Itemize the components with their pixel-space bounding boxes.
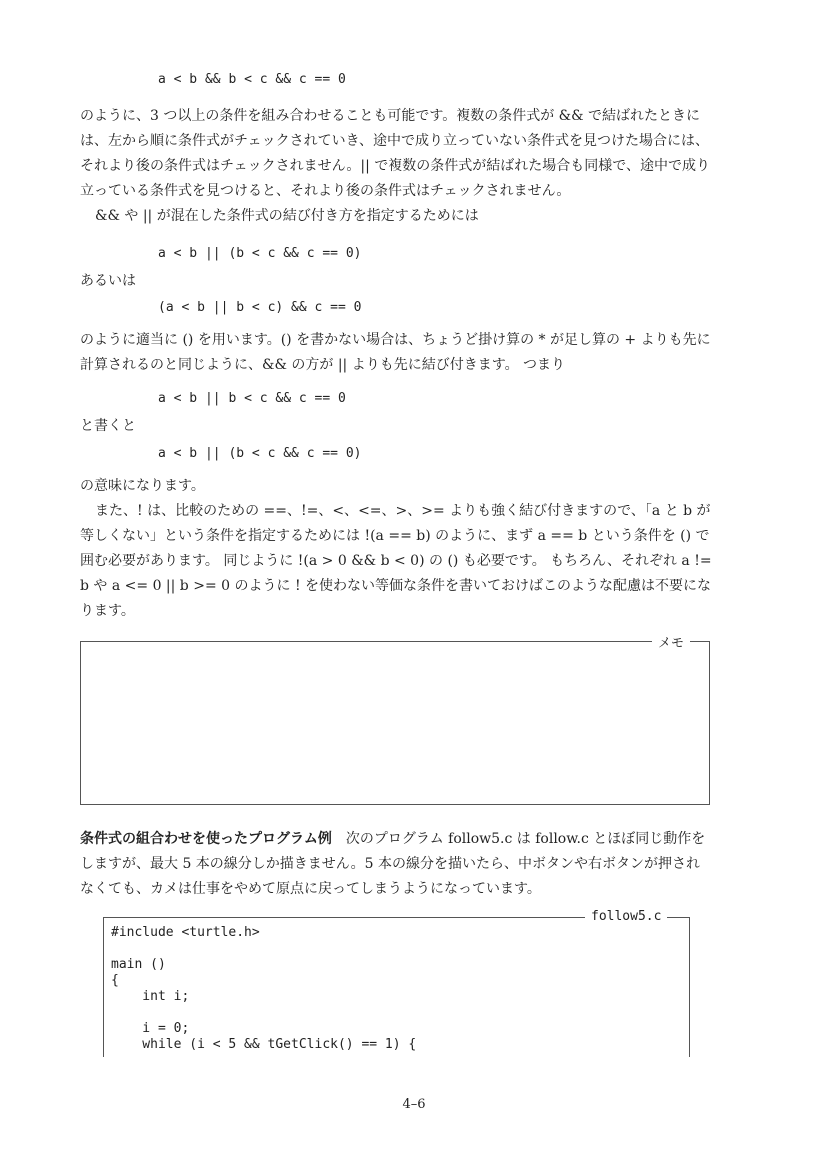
paragraph-text: の意味になります。 (80, 478, 205, 494)
paragraph-text: のように適当に () を用います。() を書かない場合は、ちょうど掛け算の * が足し算の + よりも先に計算されるのと同じように、&& の方が || よりも先に結び付きます。 つまり (80, 332, 711, 373)
paragraph (80, 104, 712, 229)
code-snippet: a < b || (b < c && c == 0) (158, 246, 362, 261)
page-number: 4–6 (402, 1097, 426, 1112)
code-snippet: a < b || (b < c && c == 0) (158, 446, 362, 461)
paragraph (80, 328, 712, 378)
paragraph (80, 474, 712, 624)
paragraph-text: のように、3 つ以上の条件を組み合わせることも可能です。複数の条件式が && で結ばれたときには、左から順に条件式がチェックされていき、途中で成り立っていない条件式を見つけた場合には、それより後の条件式はチェックされません。|| で複数の条件式が結ばれた場合も同様で、途中で成り立っている条件式を見つけると、それより後の条件式はチェックされません。 (80, 108, 711, 199)
code-snippet: a < b && b < c && c == 0 (158, 72, 346, 87)
paragraph-text: 次のプログラム follow5.c は follow.c とほぼ同じ動作をしますが、最大 5 本の線分しか描きません。5 本の線分を描いたら、中ボタンや右ボタンが押されなくても、カメは仕事をやめて原点に戻ってしまうようになっています。 (80, 831, 706, 897)
paragraph (80, 414, 712, 439)
memo-label: メモ (652, 632, 690, 651)
memo-box (80, 641, 710, 805)
paragraph-text: また、! は、比較のための ==、!=、<、<=、>、>= よりも強く結び付きますので、「a と b が等しくない」という条件を指定するためには !(a == b) のように、まず a == b という条件を () で囲む必要があります。 同じように !(a > 0 && b < 0) の () も必要です。 もちろん、それぞれ a != b や a <= 0 || b >= 0 のように ! を使わない等価な条件を書いておけばこのような配慮は不要になります。 (80, 503, 712, 619)
code-snippet: (a < b || b < c) && c == 0 (158, 300, 362, 315)
code-listing-box (103, 917, 690, 1057)
paragraph-text: && や || が混在した条件式の結び付き方を指定するためには (95, 208, 479, 224)
paragraph (80, 269, 712, 294)
section-heading: 条件式の組合わせを使ったプログラム例 (80, 831, 332, 847)
paragraph-text: と書くと (80, 418, 136, 434)
section-paragraph (80, 827, 712, 902)
code-listing: #include <turtle.h> main () { int i; i = 0; while (i < 5 && tGetClick() == 1) { (111, 925, 417, 1052)
paragraph-text: あるいは (80, 273, 136, 289)
code-snippet: a < b || b < c && c == 0 (158, 391, 346, 406)
code-listing-label: follow5.c (585, 909, 667, 924)
